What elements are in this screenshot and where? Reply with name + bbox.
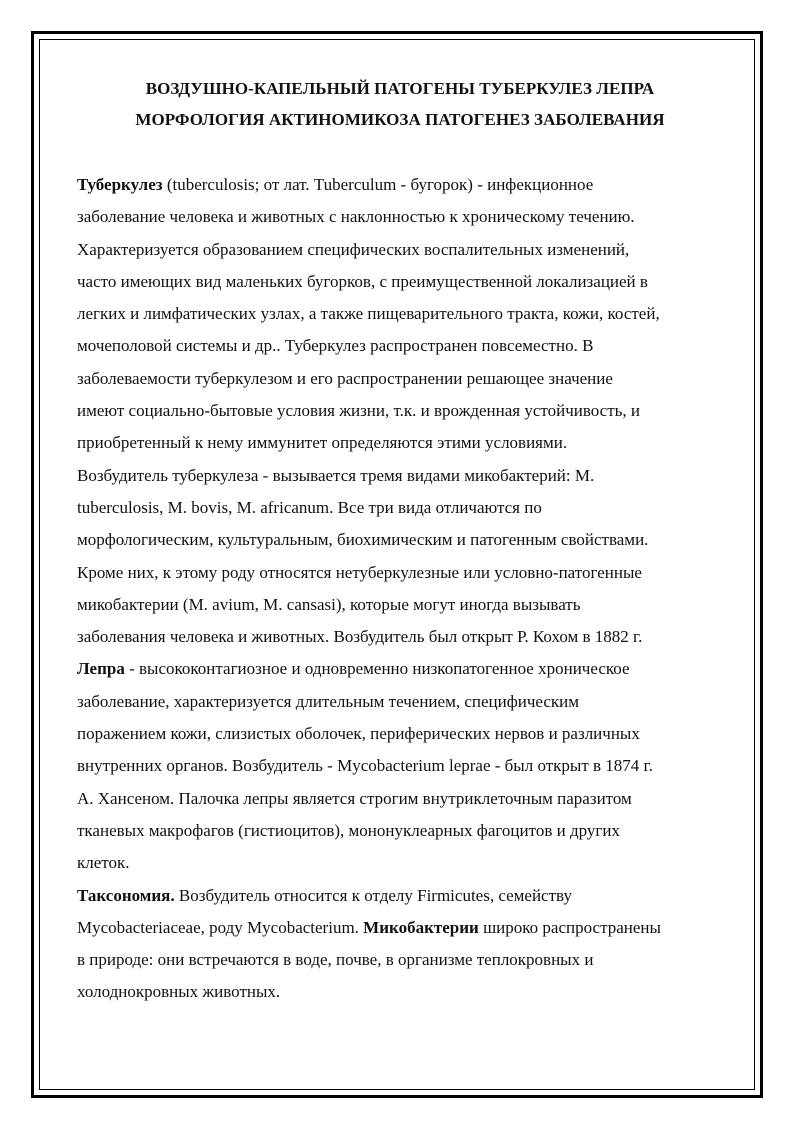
text-line <box>77 298 737 330</box>
text-line <box>77 686 737 718</box>
line-text: широко распространены <box>478 917 661 937</box>
text-line <box>77 234 737 266</box>
term-bold: Лепра <box>77 659 125 679</box>
title-line: МОРФОЛОГИЯ АКТИНОМИКОЗА ПАТОГЕНЕЗ ЗАБОЛЕВАНИЯ <box>135 110 665 129</box>
document-title <box>76 73 724 135</box>
text-line <box>77 589 737 621</box>
line-text: А. Хансеном. Палочка лепры является строгим внутриклеточным паразитом <box>77 788 632 808</box>
line-text: Характеризуется образованием специфических воспалительных изменений, <box>77 239 630 259</box>
text-line <box>77 557 737 589</box>
line-text: заболевание человека и животных с наклонностью к хроническому течению. <box>77 207 635 227</box>
line-text: холоднокровных животных. <box>77 982 281 1002</box>
text-line <box>77 718 737 750</box>
text-line <box>77 847 737 879</box>
line-text: внутренних органов. Возбудитель - Mycobacterium leprae - был открыт в 1874 г. <box>77 756 653 776</box>
line-text: - высококонтагиозное и одновременно низкопатогенное хроническое <box>124 659 630 679</box>
line-text: тканевых макрофагов (гистиоцитов), мононуклеарных фагоцитов и других <box>77 820 620 840</box>
term-bold: Микобактерии <box>363 917 479 937</box>
text-line <box>77 492 737 524</box>
document-body <box>77 169 737 1009</box>
text-line <box>77 944 737 976</box>
line-text: tuberculosis, M. bovis, M. africanum. Все три вида отличаются по <box>77 497 542 517</box>
line-text: поражением кожи, слизистых оболочек, периферических нервов и различных <box>77 724 640 744</box>
line-text: Кроме них, к этому роду относятся нетуберкулезные или условно-патогенные <box>77 562 642 582</box>
text-line <box>77 427 737 459</box>
text-line <box>77 653 737 685</box>
text-line <box>77 460 737 492</box>
text-line <box>77 524 737 556</box>
line-text: легких и лимфатических узлах, а также пищеварительного тракта, кожи, костей, <box>77 304 660 324</box>
line-text: имеют социально-бытовые условия жизни, т.к. и врожденная устойчивость, и <box>77 401 641 421</box>
line-text: заболеваемости туберкулезом и его распространении решающее значение <box>77 368 613 388</box>
text-line <box>77 330 737 362</box>
line-text: заболевания человека и животных. Возбудитель был открыт Р. Кохом в 1882 г. <box>77 627 643 647</box>
line-text: в природе: они встречаются в воде, почве, в организме теплокровных и <box>77 950 594 970</box>
text-line <box>77 266 737 298</box>
text-line <box>77 169 737 201</box>
term-bold: Таксономия. <box>77 885 175 905</box>
text-line <box>77 395 737 427</box>
line-text: клеток. <box>77 853 130 873</box>
text-line <box>77 880 737 912</box>
line-text: Mycobacteriaceae, роду Mycobacterium. <box>77 917 364 937</box>
line-text: часто имеющих вид маленьких бугорков, с преимущественной локализацией в <box>77 271 648 291</box>
line-text: микобактерии (M. avium, M. cansasi), которые могут иногда вызывать <box>77 594 581 614</box>
text-line <box>77 363 737 395</box>
line-text: Возбудитель туберкулеза - вызывается тремя видами микобактерий: M. <box>77 465 595 485</box>
text-line <box>77 976 737 1008</box>
text-line <box>77 815 737 847</box>
line-text: мочеполовой системы и др.. Туберкулез распространен повсеместно. В <box>77 336 594 356</box>
text-line <box>77 750 737 782</box>
line-text: Возбудитель относится к отделу Firmicutes, семейству <box>174 885 572 905</box>
text-line <box>77 783 737 815</box>
line-text: заболевание, характеризуется длительным течением, специфическим <box>77 691 579 711</box>
term-bold: Туберкулез <box>77 175 163 194</box>
line-text: морфологическим, культуральным, биохимическим и патогенным свойствами. <box>77 530 649 550</box>
line-text: приобретенный к нему иммунитет определяются этими условиями. <box>77 433 568 453</box>
title-line: ВОЗДУШНО-КАПЕЛЬНЫЙ ПАТОГЕНЫ ТУБЕРКУЛЕЗ ЛЕПРА <box>145 79 655 98</box>
text-line <box>77 201 737 233</box>
text-line <box>77 912 737 944</box>
text-line <box>77 621 737 653</box>
line-text: (tuberculosis; от лат. Tuberculum - бугорок) - инфекционное <box>162 175 594 194</box>
